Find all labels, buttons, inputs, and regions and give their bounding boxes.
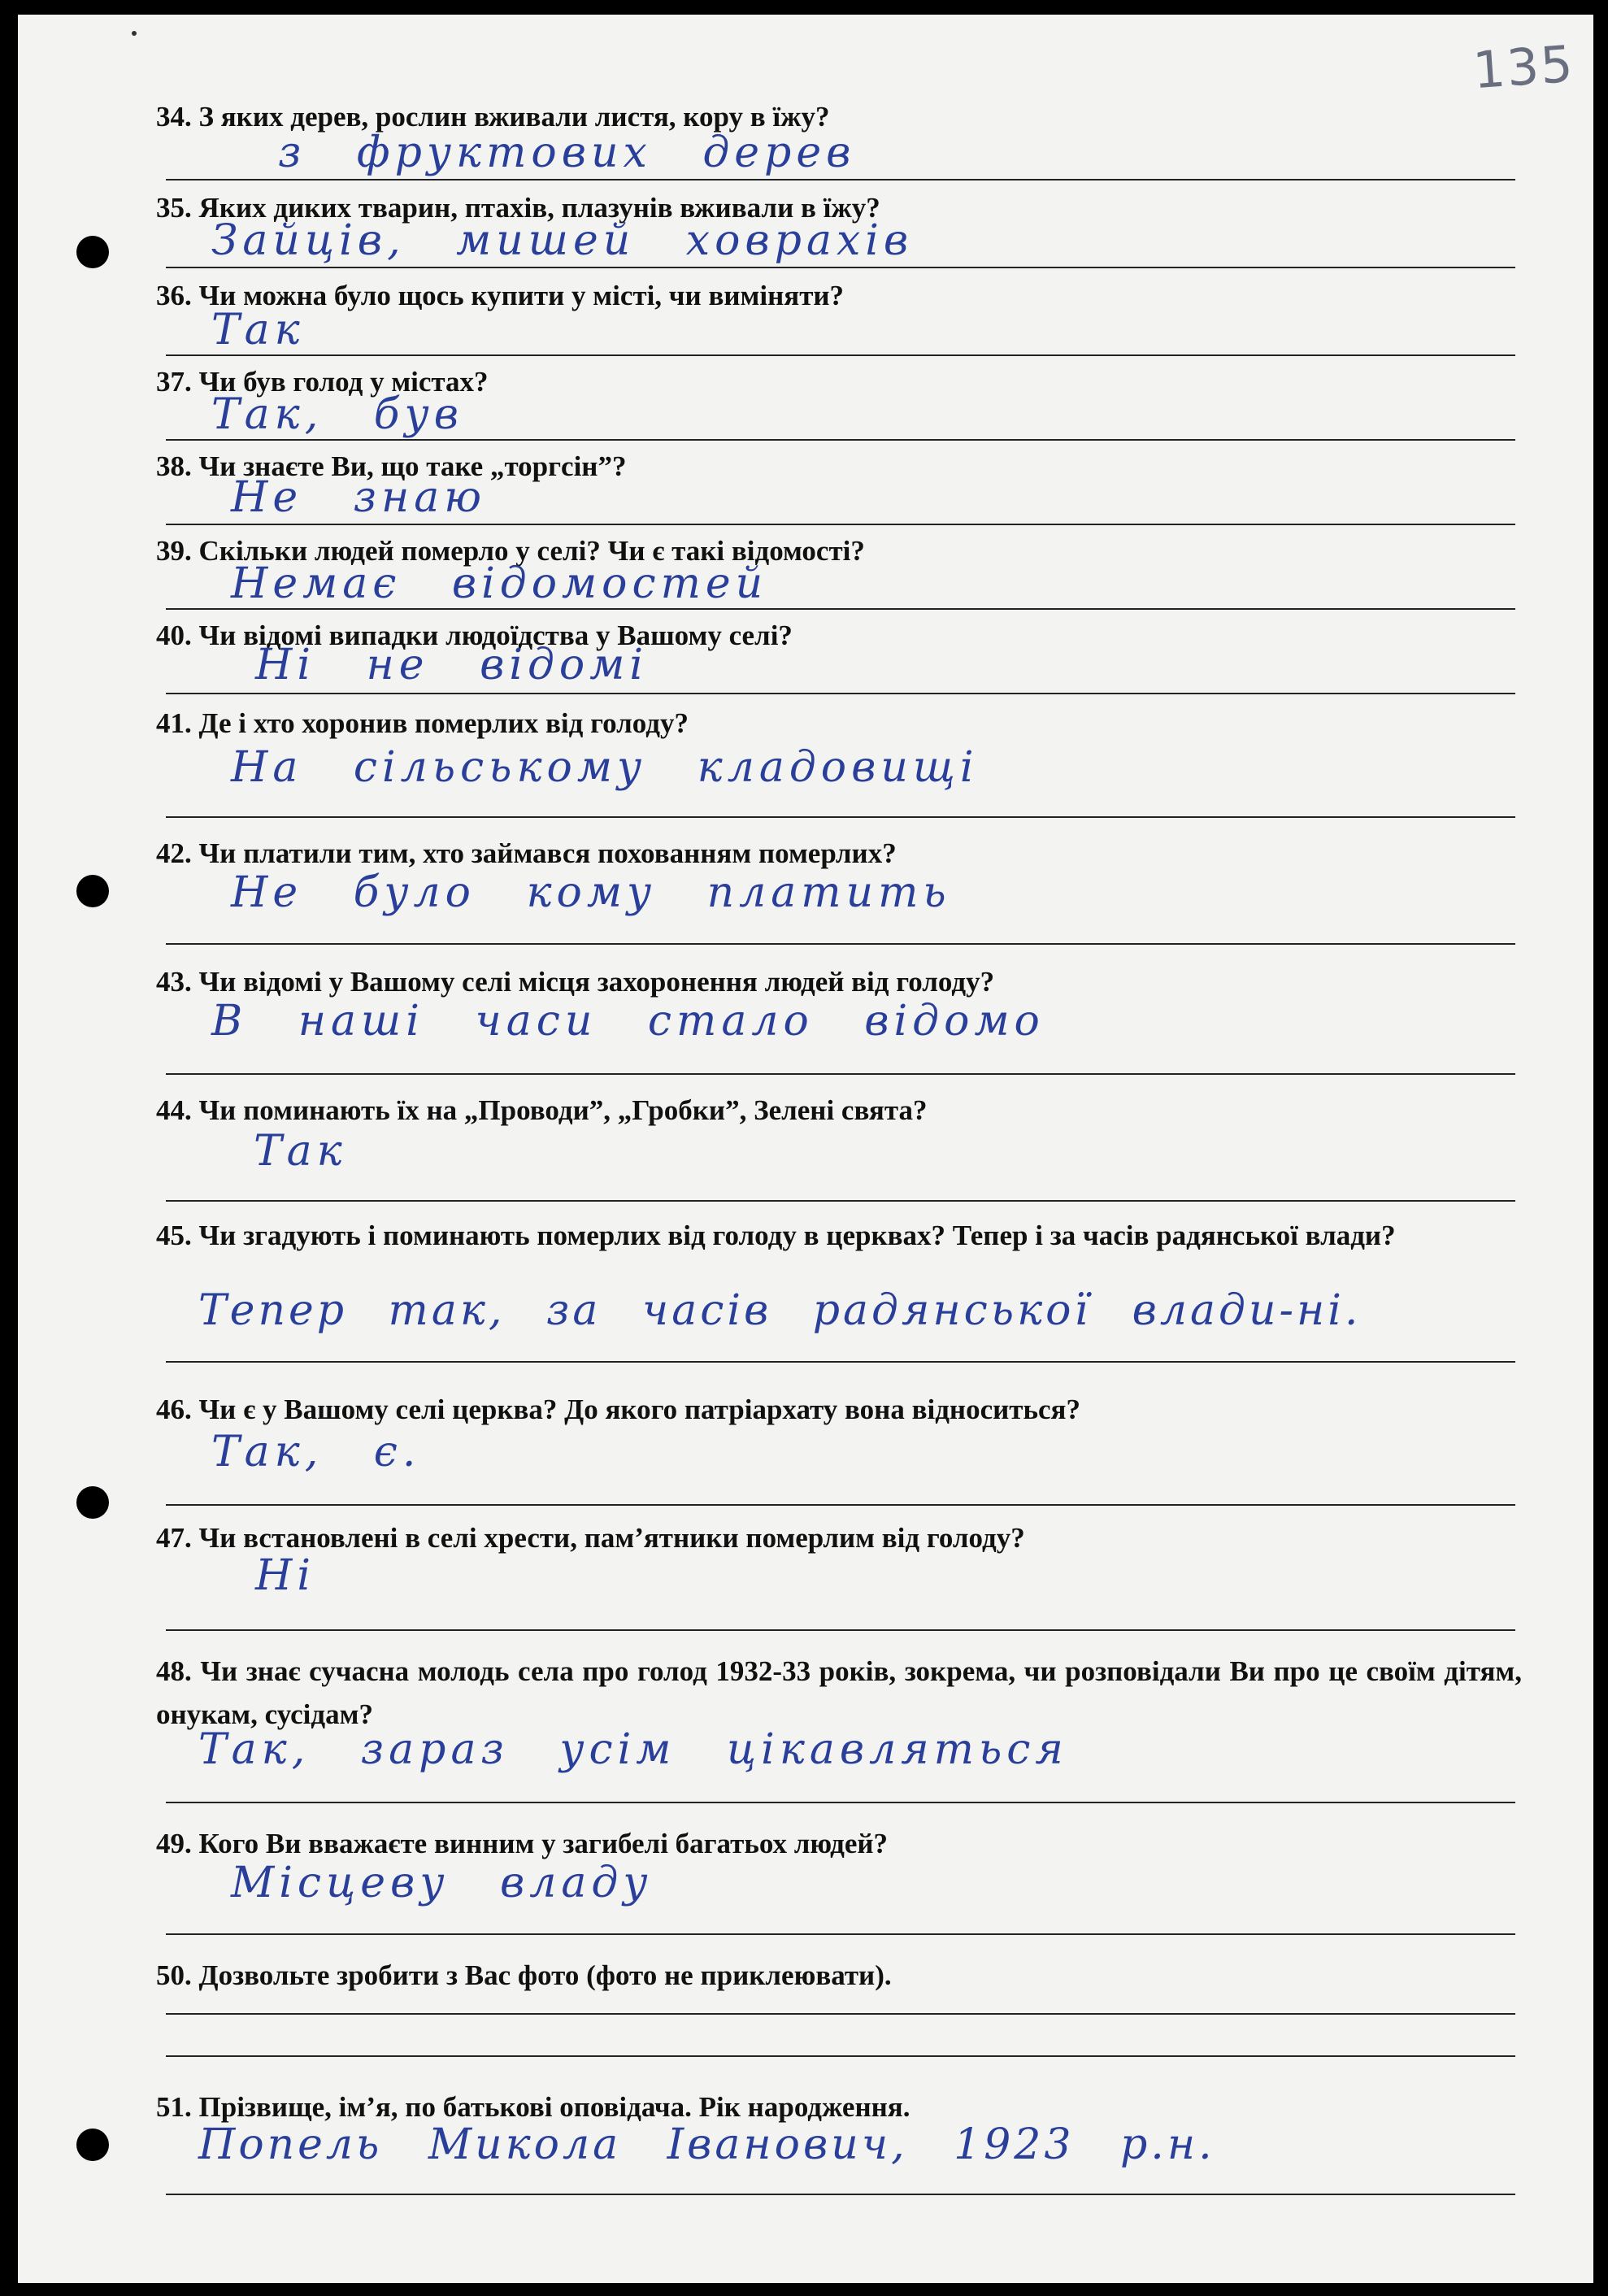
question-50: 50. Дозвольте зробити з Вас фото (фото не приклеювати).	[156, 1959, 892, 1991]
answer-51: Попель Микола Іванович, 1923 р.н.	[198, 2120, 1215, 2169]
answer-line	[166, 2013, 1515, 2015]
answer-line	[166, 524, 1515, 525]
ink-speck	[132, 31, 137, 36]
answer-line	[166, 1629, 1515, 1631]
answer-45: Тепер так, за часів радянської влади-ні.	[198, 1286, 1362, 1335]
answer-line	[166, 439, 1515, 441]
answer-line	[166, 2055, 1515, 2057]
answer-38: Не знаю	[231, 473, 487, 522]
answer-36: Так	[211, 306, 305, 354]
question-45: 45. Чи згадують і поминають померлих від голоду в церквах? Тепер і за часів радянської влади?	[156, 1220, 1396, 1251]
page-number: 135	[1471, 33, 1576, 101]
answer-37: Так, був	[211, 390, 463, 439]
answer-line	[166, 354, 1515, 356]
question-36: 36. Чи можна було щось купити у місті, чи виміняти?	[156, 280, 845, 311]
answer-line	[166, 693, 1515, 694]
answer-48: Так, зараз усім цікавляться	[198, 1725, 1068, 1774]
answer-44: Так	[254, 1127, 347, 1176]
question-34: 34. З яких дерев, рослин вживали листя, кору в їжу?	[156, 101, 830, 133]
answer-line	[166, 1361, 1515, 1363]
punch-hole	[76, 1486, 109, 1519]
answer-47: Ні	[255, 1551, 315, 1600]
question-49: 49. Кого Ви вважаєте винним у загибелі багатьох людей?	[156, 1828, 889, 1859]
answer-line	[166, 1504, 1515, 1506]
answer-41: На сільському кладовищі	[231, 743, 979, 792]
answer-line	[166, 943, 1515, 945]
answer-40: Ні не відомі	[255, 641, 648, 689]
question-51: 51. Прізвище, ім’я, по батькові оповідача. Рік народження.	[156, 2091, 910, 2123]
question-38: 38. Чи знаєте Ви, що таке „торгсін”?	[156, 450, 627, 482]
question-35: 35. Яких диких тварин, птахів, плазунів вживали в їжу?	[156, 192, 880, 224]
answer-line	[166, 1200, 1515, 1202]
question-48: 48. Чи знає сучасна молодь села про голод 1932-33 років, зокрема, чи розповідали Ви про це своїм дітям, онукам, сусідам?	[156, 1655, 1522, 1730]
answer-34: з фруктових дерев	[278, 128, 856, 177]
punch-hole	[76, 236, 109, 268]
question-46: 46. Чи є у Вашому селі церква? До якого патріархату вона відноситься?	[156, 1394, 1080, 1425]
question-39: 39. Скільки людей померло у селі? Чи є такі відомості?	[156, 535, 865, 567]
answer-line	[166, 1802, 1515, 1803]
answer-line	[166, 267, 1515, 268]
answer-46: Так, є.	[211, 1428, 421, 1476]
answer-line	[166, 179, 1515, 180]
question-43: 43. Чи відомі у Вашому селі місця захоронення людей від голоду?	[156, 966, 995, 998]
answer-line	[166, 1933, 1515, 1935]
question-47: 47. Чи встановлені в селі хрести, пам’ятники померлим від голоду?	[156, 1522, 1025, 1554]
question-40: 40. Чи відомі випадки людоїдства у Вашому селі?	[156, 620, 793, 651]
question-44: 44. Чи поминають їх на „Проводи”, „Гробки”, Зелені свята?	[156, 1094, 928, 1126]
answer-42: Не було кому платить	[231, 868, 951, 917]
punch-hole	[76, 875, 109, 907]
answer-line	[166, 608, 1515, 610]
answer-line	[166, 2194, 1515, 2195]
answer-line	[166, 1073, 1515, 1075]
question-37: 37. Чи був голод у містах?	[156, 366, 489, 398]
answer-43: В наші часи стало відомо	[211, 997, 1045, 1046]
question-41: 41. Де і хто хоронив померлих від голоду?	[156, 707, 689, 739]
punch-hole	[76, 2129, 109, 2161]
answer-49: Місцеву владу	[231, 1859, 653, 1907]
question-42: 42. Чи платили тим, хто займався похованням померлих?	[156, 837, 897, 869]
questionnaire-page	[18, 15, 1593, 2283]
answer-39: Немає відомостей	[231, 559, 768, 608]
answer-35: Зайців, мишей ховрахів	[211, 216, 914, 265]
answer-line	[166, 816, 1515, 818]
